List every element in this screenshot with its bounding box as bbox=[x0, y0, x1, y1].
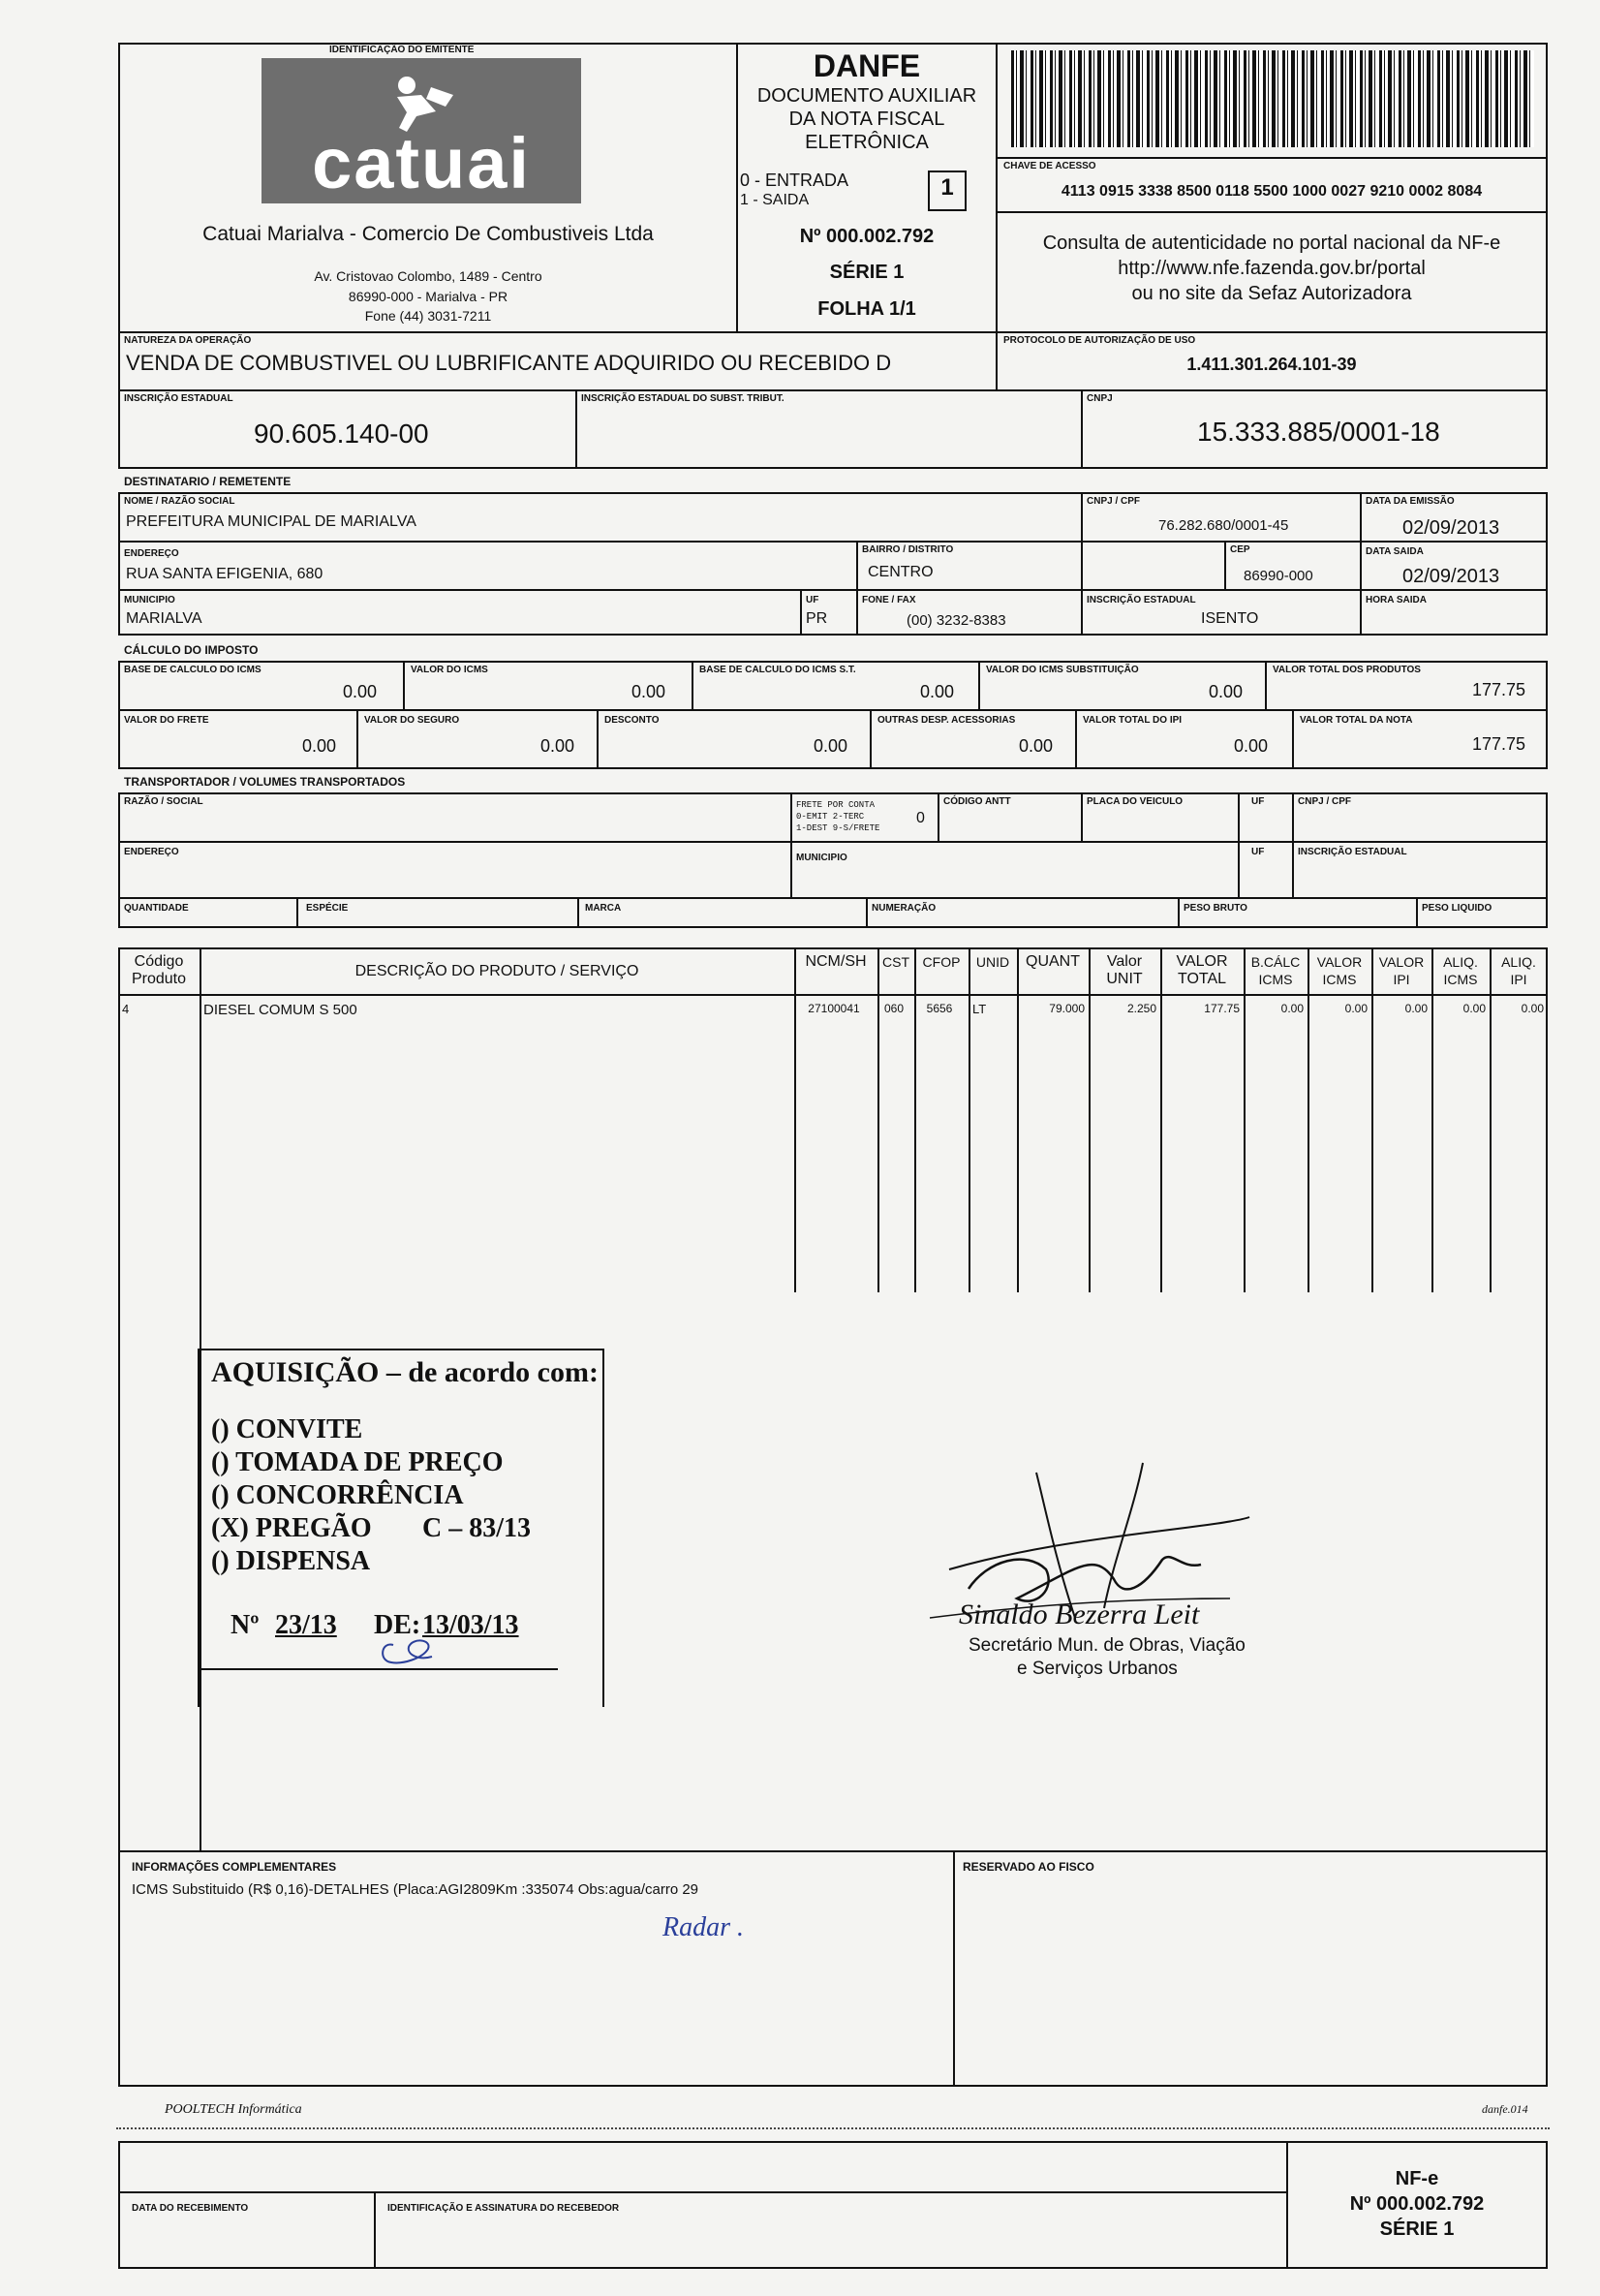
divider bbox=[1081, 492, 1083, 589]
transp-ie-label: INSCRIÇÃO ESTADUAL bbox=[1298, 847, 1407, 857]
divider bbox=[996, 157, 1548, 159]
column-divider bbox=[969, 947, 970, 1292]
column-divider bbox=[1244, 947, 1246, 1292]
stamp-numero: 23/13 bbox=[275, 1610, 337, 1640]
divider bbox=[597, 709, 599, 769]
dest-bairro: CENTRO bbox=[868, 564, 934, 580]
iest-label: INSCRIÇÃO ESTADUAL DO SUBST. TRIBUT. bbox=[581, 393, 785, 404]
frete-conta-1: FRETE POR CONTA bbox=[796, 800, 876, 810]
column-divider bbox=[794, 947, 796, 1292]
canhoto-numero: Nº 000.002.792 bbox=[1349, 2193, 1485, 2215]
bc-st-label: BASE DE CALCULO DO ICMS S.T. bbox=[699, 665, 856, 675]
header-aliqicms: ALIQ. ICMS bbox=[1443, 954, 1478, 987]
column-divider bbox=[1017, 947, 1019, 1292]
divider bbox=[1178, 897, 1180, 928]
divider bbox=[856, 541, 858, 636]
natureza-value: VENDA DE COMBUSTIVEL OU LUBRIFICANTE ADQUIRIDO OU RECEBIDO D bbox=[126, 351, 892, 375]
divider bbox=[1075, 709, 1077, 769]
ie-value: 90.605.140-00 bbox=[254, 419, 429, 449]
signer-name: Sinaldo Bezerra Leit bbox=[959, 1598, 1200, 1630]
divider bbox=[118, 541, 1548, 543]
rubric-initials-icon bbox=[374, 1631, 442, 1670]
especie-label: ESPÉCIE bbox=[306, 903, 349, 914]
divider bbox=[1292, 709, 1294, 769]
divider bbox=[1292, 792, 1294, 897]
antt-label: CÓDIGO ANTT bbox=[943, 796, 1011, 807]
header-unid: UNID bbox=[975, 954, 1010, 970]
peso-liquido-label: PESO LIQUIDO bbox=[1422, 903, 1492, 914]
chave-consulta-2: http://www.nfe.fazenda.gov.br/portal bbox=[1118, 258, 1426, 279]
stamp-convite: () CONVITE bbox=[211, 1414, 363, 1444]
frete-conta-2: 0-EMIT 2-TERC bbox=[796, 812, 865, 822]
stamp-titulo: AQUISIÇÃO – de acordo com: bbox=[211, 1356, 599, 1388]
stamp-data-prefix: DE: bbox=[374, 1610, 421, 1640]
header-vicms: VALOR ICMS bbox=[1316, 954, 1363, 987]
natureza-label: NATUREZA DA OPERAÇÃO bbox=[124, 335, 252, 346]
cell-cfop: 5656 bbox=[926, 1002, 953, 1015]
peso-bruto-label: PESO BRUTO bbox=[1184, 903, 1247, 914]
emitente-fone: Fone (44) 3031-7211 bbox=[364, 308, 492, 324]
danfe-subtitle-2: DA NOTA FISCAL bbox=[788, 109, 945, 130]
divider bbox=[118, 2191, 1286, 2193]
frete-conta-value: 0 bbox=[916, 810, 925, 826]
v-icms: 0.00 bbox=[631, 682, 666, 701]
column-divider bbox=[914, 947, 916, 1292]
divider bbox=[575, 389, 577, 469]
header-vtotal: VALOR TOTAL bbox=[1176, 953, 1228, 987]
v-icms-label: VALOR DO ICMS bbox=[411, 665, 488, 675]
divider bbox=[800, 589, 802, 636]
dest-cep: 86990-000 bbox=[1244, 568, 1313, 584]
danfe-ref: danfe.014 bbox=[1482, 2102, 1528, 2116]
ie-label: INSCRIÇÃO ESTADUAL bbox=[124, 393, 233, 404]
cell-vunit: 2.250 bbox=[1126, 1002, 1156, 1015]
nota-label: VALOR TOTAL DA NOTA bbox=[1300, 715, 1413, 726]
column-divider bbox=[1160, 947, 1162, 1292]
dest-hora-label: HORA SAIDA bbox=[1366, 595, 1427, 605]
divider bbox=[870, 709, 872, 769]
cell-vicms: 0.00 bbox=[1344, 1002, 1368, 1015]
cell-unid: LT bbox=[972, 1002, 987, 1016]
dest-endereco: RUA SANTA EFIGENIA, 680 bbox=[126, 566, 323, 582]
protocolo-label: PROTOCOLO DE AUTORIZAÇÃO DE USO bbox=[1003, 335, 1196, 346]
dest-cep-label: CEP bbox=[1230, 544, 1250, 555]
outras-label: OUTRAS DESP. ACESSORIAS bbox=[877, 715, 1016, 726]
v-prod: 177.75 bbox=[1472, 680, 1526, 699]
transp-endereco-label: ENDEREÇO bbox=[124, 847, 179, 857]
header-codigo: Código Produto bbox=[131, 953, 187, 987]
chave-value: 4113 0915 3338 8500 0118 5500 1000 0027 9210 0002 8084 bbox=[1061, 183, 1483, 200]
dest-saida-label: DATA SAIDA bbox=[1366, 546, 1424, 557]
header-ncm: NCM/SH bbox=[805, 953, 867, 970]
transp-uf-label: UF bbox=[1251, 796, 1265, 807]
divider bbox=[1224, 541, 1226, 589]
header-vipi: VALOR IPI bbox=[1378, 954, 1425, 987]
divider bbox=[118, 709, 1548, 711]
header-vunit: Valor UNIT bbox=[1106, 953, 1143, 987]
numeracao-label: NUMERAÇÃO bbox=[872, 903, 937, 914]
danfe-tipo: 1 bbox=[940, 174, 954, 201]
divider bbox=[1081, 589, 1083, 636]
frete: 0.00 bbox=[302, 736, 337, 756]
column-divider bbox=[1490, 947, 1492, 1292]
cell-codigo: 4 bbox=[122, 1002, 130, 1016]
logo-text: catuai bbox=[312, 123, 531, 203]
dest-municipio-label: MUNICIPIO bbox=[124, 595, 175, 605]
dest-nome: PREFEITURA MUNICIPAL DE MARIALVA bbox=[126, 513, 416, 530]
cell-aliqipi: 0.00 bbox=[1521, 1002, 1544, 1015]
recebimento-label: DATA DO RECEBIMENTO bbox=[132, 2203, 249, 2214]
danfe-subtitle-1: DOCUMENTO AUXILIAR bbox=[756, 85, 977, 107]
divider bbox=[692, 661, 693, 709]
signer-cargo-2: e Serviços Urbanos bbox=[1017, 1659, 1178, 1679]
marca-label: MARCA bbox=[585, 903, 622, 914]
divider bbox=[1360, 492, 1362, 636]
divider bbox=[1081, 792, 1083, 841]
cut-line bbox=[116, 2127, 1550, 2129]
transp-municipio-label: MUNICIPIO bbox=[796, 853, 847, 863]
header-descricao: DESCRIÇÃO DO PRODUTO / SERVIÇO bbox=[354, 963, 639, 979]
barcode bbox=[1011, 50, 1534, 147]
divider bbox=[356, 709, 358, 769]
cnpj-label: CNPJ bbox=[1087, 393, 1113, 404]
column-divider bbox=[1431, 947, 1433, 1292]
stamp-pregao: (X) PREGÃO bbox=[211, 1513, 372, 1543]
divider bbox=[866, 897, 868, 928]
placa-label: PLACA DO VEICULO bbox=[1087, 796, 1184, 807]
chave-consulta-3: ou no site da Sefaz Autorizadora bbox=[1131, 283, 1412, 304]
danfe-title: DANFE bbox=[813, 48, 921, 83]
info-text: ICMS Substituido (R$ 0,16)-DETALHES (Placa:AGI2809Km :335074 Obs:agua/carro 29 bbox=[132, 1881, 699, 1898]
divider bbox=[374, 2191, 376, 2269]
cell-aliqicms: 0.00 bbox=[1462, 1002, 1486, 1015]
cell-cst: 060 bbox=[883, 1002, 905, 1015]
canhoto-serie: SÉRIE 1 bbox=[1379, 2218, 1455, 2240]
cnpj-value: 15.333.885/0001-18 bbox=[1197, 417, 1440, 447]
dest-uf: PR bbox=[806, 610, 828, 627]
divider bbox=[996, 211, 1548, 213]
dest-endereco-label: ENDEREÇO bbox=[124, 548, 179, 559]
frete-label: VALOR DO FRETE bbox=[124, 715, 209, 726]
dest-ie-label: INSCRIÇÃO ESTADUAL bbox=[1087, 595, 1196, 605]
dest-fone-label: FONE / FAX bbox=[862, 595, 916, 605]
info-label: INFORMAÇÕES COMPLEMENTARES bbox=[132, 1860, 337, 1874]
bc-icms: 0.00 bbox=[343, 682, 378, 701]
v-prod-label: VALOR TOTAL DOS PRODUTOS bbox=[1273, 665, 1421, 675]
chave-label: CHAVE DE ACESSO bbox=[1003, 161, 1096, 171]
divider bbox=[118, 994, 1548, 996]
cell-quant: 79.000 bbox=[1049, 1002, 1085, 1015]
divider bbox=[1265, 661, 1267, 709]
imposto-section: CÁLCULO DO IMPOSTO bbox=[124, 643, 259, 657]
divider bbox=[938, 792, 939, 841]
divider bbox=[1238, 792, 1240, 897]
transp-uf2-label: UF bbox=[1251, 847, 1265, 857]
desconto-label: DESCONTO bbox=[604, 715, 660, 726]
ipi-label: VALOR TOTAL DO IPI bbox=[1083, 715, 1183, 726]
transp-cnpj-label: CNPJ / CPF bbox=[1298, 796, 1352, 807]
seguro-label: VALOR DO SEGURO bbox=[364, 715, 460, 726]
header-bcicms: B.CÁLC ICMS bbox=[1250, 954, 1301, 987]
divider bbox=[403, 661, 405, 709]
header-cst: CST bbox=[882, 954, 909, 970]
dest-bairro-label: BAIRRO / DISTRITO bbox=[862, 544, 954, 555]
emitente-header-label: IDENTIFICAÇÃO DO EMITENTE bbox=[329, 45, 475, 55]
cell-vtotal: 177.75 bbox=[1204, 1002, 1240, 1015]
cell-descricao: DIESEL COMUM S 500 bbox=[203, 1002, 357, 1018]
dest-nome-label: NOME / RAZÃO SOCIAL bbox=[124, 496, 235, 507]
cell-bcicms: 0.00 bbox=[1280, 1002, 1304, 1015]
v-st: 0.00 bbox=[1209, 682, 1244, 701]
dest-municipio: MARIALVA bbox=[126, 610, 202, 627]
stamp-concorrencia: () CONCORRÊNCIA bbox=[211, 1480, 464, 1510]
bc-icms-label: BASE DE CALCULO DO ICMS bbox=[124, 665, 262, 675]
column-divider bbox=[1371, 947, 1373, 1292]
quantidade-label: QUANTIDADE bbox=[124, 903, 189, 914]
destinatario-section: DESTINATARIO / REMETENTE bbox=[124, 475, 292, 488]
info-handwritten: Radar . bbox=[662, 1912, 744, 1942]
dest-emissao: 02/09/2013 bbox=[1402, 517, 1500, 539]
dest-cnpj: 76.282.680/0001-45 bbox=[1158, 517, 1289, 534]
divider bbox=[577, 897, 579, 928]
header-cfop: CFOP bbox=[922, 954, 961, 970]
stamp-numero-prefix: Nº bbox=[231, 1610, 260, 1640]
software-credit: POOLTECH Informática bbox=[165, 2102, 302, 2117]
danfe-subtitle-3: ELETRÔNICA bbox=[805, 132, 929, 153]
emitente-endereco: Av. Cristovao Colombo, 1489 - Centro bbox=[314, 268, 542, 284]
danfe-saida: 1 - SAIDA bbox=[740, 192, 810, 208]
column-divider bbox=[1089, 947, 1091, 1292]
v-st-label: VALOR DO ICMS SUBSTITUIÇÃO bbox=[986, 665, 1139, 675]
chave-consulta-1: Consulta de autenticidade no portal nacional da NF-e bbox=[1042, 233, 1501, 254]
dest-ie: ISENTO bbox=[1201, 610, 1259, 627]
seguro: 0.00 bbox=[540, 736, 575, 756]
header-aliqipi: ALIQ. IPI bbox=[1501, 954, 1536, 987]
emitente-cep-cidade: 86990-000 - Marialva - PR bbox=[348, 289, 508, 304]
divider bbox=[1416, 897, 1418, 928]
dest-saida: 02/09/2013 bbox=[1402, 566, 1500, 587]
danfe-serie: SÉRIE 1 bbox=[829, 262, 905, 283]
danfe-numero: Nº 000.002.792 bbox=[799, 226, 935, 247]
dest-cnpj-label: CNPJ / CPF bbox=[1087, 496, 1141, 507]
outras: 0.00 bbox=[1019, 736, 1054, 756]
stamp-pregao-num: C – 83/13 bbox=[422, 1513, 531, 1543]
dest-uf-label: UF bbox=[806, 595, 819, 605]
desconto: 0.00 bbox=[814, 736, 848, 756]
header-quant: QUANT bbox=[1026, 953, 1080, 970]
divider bbox=[118, 841, 1548, 843]
divider bbox=[296, 897, 298, 928]
nota: 177.75 bbox=[1472, 734, 1526, 754]
divider bbox=[118, 589, 1548, 591]
emitente-razao-social: Catuai Marialva - Comercio De Combustiveis Ltda bbox=[202, 223, 654, 245]
divider bbox=[953, 1850, 955, 2087]
danfe-folha: FOLHA 1/1 bbox=[817, 298, 916, 320]
canhoto-nfe: NF-e bbox=[1395, 2168, 1439, 2189]
column-divider bbox=[877, 947, 879, 1292]
divider bbox=[118, 897, 1548, 899]
protocolo-value: 1.411.301.264.101-39 bbox=[1186, 355, 1357, 374]
divider bbox=[790, 792, 792, 897]
column-divider bbox=[1308, 947, 1309, 1292]
dest-emissao-label: DATA DA EMISSÃO bbox=[1366, 496, 1455, 507]
ipi: 0.00 bbox=[1234, 736, 1269, 756]
divider bbox=[1081, 389, 1083, 469]
fisco-label: RESERVADO AO FISCO bbox=[963, 1860, 1094, 1874]
bc-st: 0.00 bbox=[920, 682, 955, 701]
dest-fone: (00) 3232-8383 bbox=[907, 612, 1006, 629]
stamp-dispensa: () DISPENSA bbox=[211, 1546, 371, 1576]
stamp-data: 13/03/13 bbox=[422, 1610, 519, 1640]
cell-vipi: 0.00 bbox=[1404, 1002, 1428, 1015]
transp-razao-label: RAZÃO / SOCIAL bbox=[124, 796, 203, 807]
signer-cargo-1: Secretário Mun. de Obras, Viação bbox=[969, 1635, 1246, 1656]
frete-conta-3: 1-DEST 9-S/FRETE bbox=[796, 823, 880, 833]
stamp-tomada: () TOMADA DE PREÇO bbox=[211, 1447, 504, 1477]
danfe-entrada: 0 - ENTRADA bbox=[740, 171, 849, 190]
divider bbox=[978, 661, 980, 709]
transportador-section: TRANSPORTADOR / VOLUMES TRANSPORTADOS bbox=[124, 775, 406, 789]
emitente-logo bbox=[262, 58, 581, 203]
recebedor-label: IDENTIFICAÇÃO E ASSINATURA DO RECEBEDOR bbox=[387, 2203, 620, 2214]
cell-ncm: 27100041 bbox=[808, 1002, 860, 1015]
